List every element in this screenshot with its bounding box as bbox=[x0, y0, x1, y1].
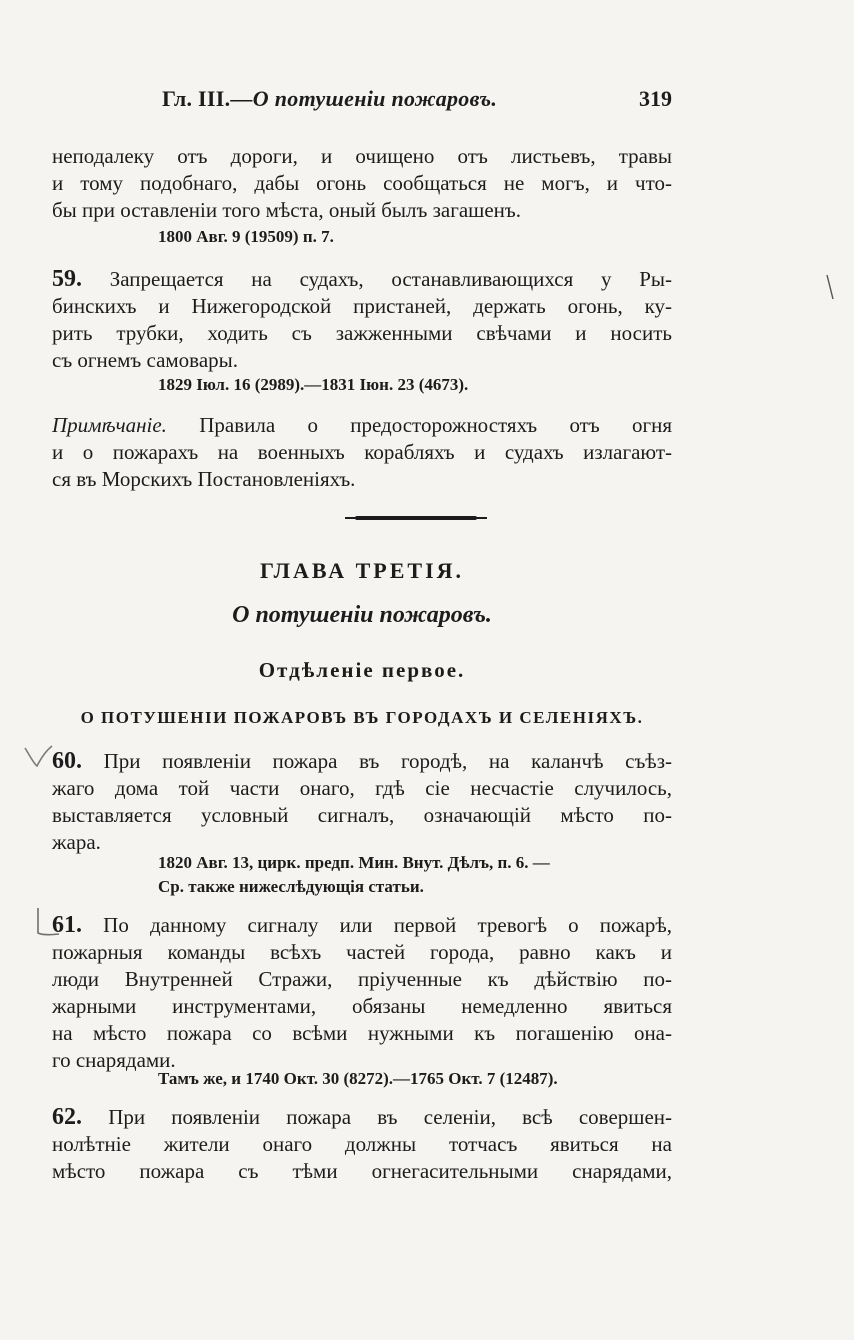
handwritten-check-mark bbox=[22, 742, 54, 768]
text-line: съ огнемъ самовары. bbox=[52, 348, 239, 372]
running-title bbox=[162, 86, 497, 112]
article-text: По данному сигналу или первой тревогѣ о пожарѣ, bbox=[103, 913, 673, 937]
article-line bbox=[52, 912, 672, 938]
legal-reference: Ср. также нижеслѣдующія статьи. bbox=[158, 877, 424, 896]
margin-pencil-mark bbox=[824, 272, 836, 302]
text-line: люди Внутренней Стражи, пріученные къ дѣйствію по- bbox=[52, 967, 672, 991]
text-line: бы при оставленіи того мѣста, оный былъ загашенъ. bbox=[52, 198, 521, 222]
page-number: 319 bbox=[639, 86, 672, 111]
article-text: Запрещается на судахъ, останавливающихся у Ры- bbox=[109, 267, 673, 291]
text-line: выставляется условный сигналъ, означающій мѣсто по- bbox=[52, 803, 672, 827]
section-heading: Отдѣленіе первое. bbox=[258, 658, 466, 682]
article-line bbox=[52, 748, 672, 774]
text-line: жарными инструментами, обязаны немедленно явиться bbox=[52, 994, 672, 1018]
note-text: Правила о предосторожностяхъ отъ огня bbox=[199, 413, 673, 437]
legal-reference: 1829 Іюл. 16 (2989).—1831 Іюн. 23 (4673). bbox=[158, 375, 469, 394]
text-line: мѣсто пожара съ тѣми огнегасительными снарядами, bbox=[52, 1159, 672, 1183]
article-number: 61. bbox=[52, 912, 82, 938]
note-line bbox=[52, 412, 672, 438]
legal-reference: 1800 Авг. 9 (19509) п. 7. bbox=[158, 227, 334, 246]
section-subheading: О ПОТУШЕНІИ ПОЖАРОВЪ ВЪ ГОРОДАХЪ И СЕЛЕНІЯХЪ. bbox=[80, 708, 644, 727]
chapter-subtitle: О потушеніи пожаровъ. bbox=[232, 602, 492, 628]
article-number: 60. bbox=[52, 748, 82, 774]
text-line: рить трубки, ходить съ зажженными свѣчами и носить bbox=[52, 321, 672, 345]
article-line bbox=[52, 1104, 672, 1130]
text-line: жара. bbox=[52, 830, 101, 854]
article-text: При появленіи пожара въ городѣ, на каланчѣ съѣз- bbox=[103, 749, 672, 773]
text-line: нолѣтніе жители онаго должны тотчасъ явиться на bbox=[52, 1132, 672, 1156]
article-number: 62. bbox=[52, 1104, 82, 1130]
chapter-heading: ГЛАВА ТРЕТІЯ. bbox=[259, 558, 465, 583]
legal-reference: 1820 Авг. 13, цирк. предп. Мин. Внут. Дѣлъ, п. 6. — bbox=[158, 853, 550, 872]
article-text: При появленіи пожара въ селеніи, всѣ совершен- bbox=[108, 1105, 672, 1129]
section-divider bbox=[355, 516, 477, 520]
article-line bbox=[52, 266, 672, 292]
text-line: го снарядами. bbox=[52, 1048, 176, 1072]
text-line: жаго дома той части онаго, гдѣ сіе несчастіе случилось, bbox=[52, 776, 672, 800]
text-line: ся въ Морскихъ Постановленіяхъ. bbox=[52, 467, 356, 491]
legal-reference: Тамъ же, и 1740 Окт. 30 (8272).—1765 Окт. 7 (12487). bbox=[158, 1069, 558, 1088]
text-line: бинскихъ и Нижегородской пристаней, держать огонь, ку- bbox=[52, 294, 672, 318]
text-line: и о пожарахъ на военныхъ корабляхъ и судахъ излагают- bbox=[52, 440, 672, 464]
text-line: пожарныя команды всѣхъ частей города, равно какъ и bbox=[52, 940, 672, 964]
text-line: и тому подобнаго, дабы огонь сообщаться не могъ, и что- bbox=[52, 171, 672, 195]
running-title-text: —О потушеніи пожаровъ. bbox=[230, 86, 498, 111]
note-label: Примѣчаніе. bbox=[52, 413, 167, 437]
article-number: 59. bbox=[52, 266, 82, 292]
text-line: на мѣсто пожара со всѣми нужными къ погашенію она- bbox=[52, 1021, 672, 1045]
running-chapter: Гл. III. bbox=[162, 86, 231, 111]
text-line: неподалеку отъ дороги, и очищено отъ листьевъ, травы bbox=[52, 144, 672, 168]
running-head bbox=[52, 86, 672, 116]
